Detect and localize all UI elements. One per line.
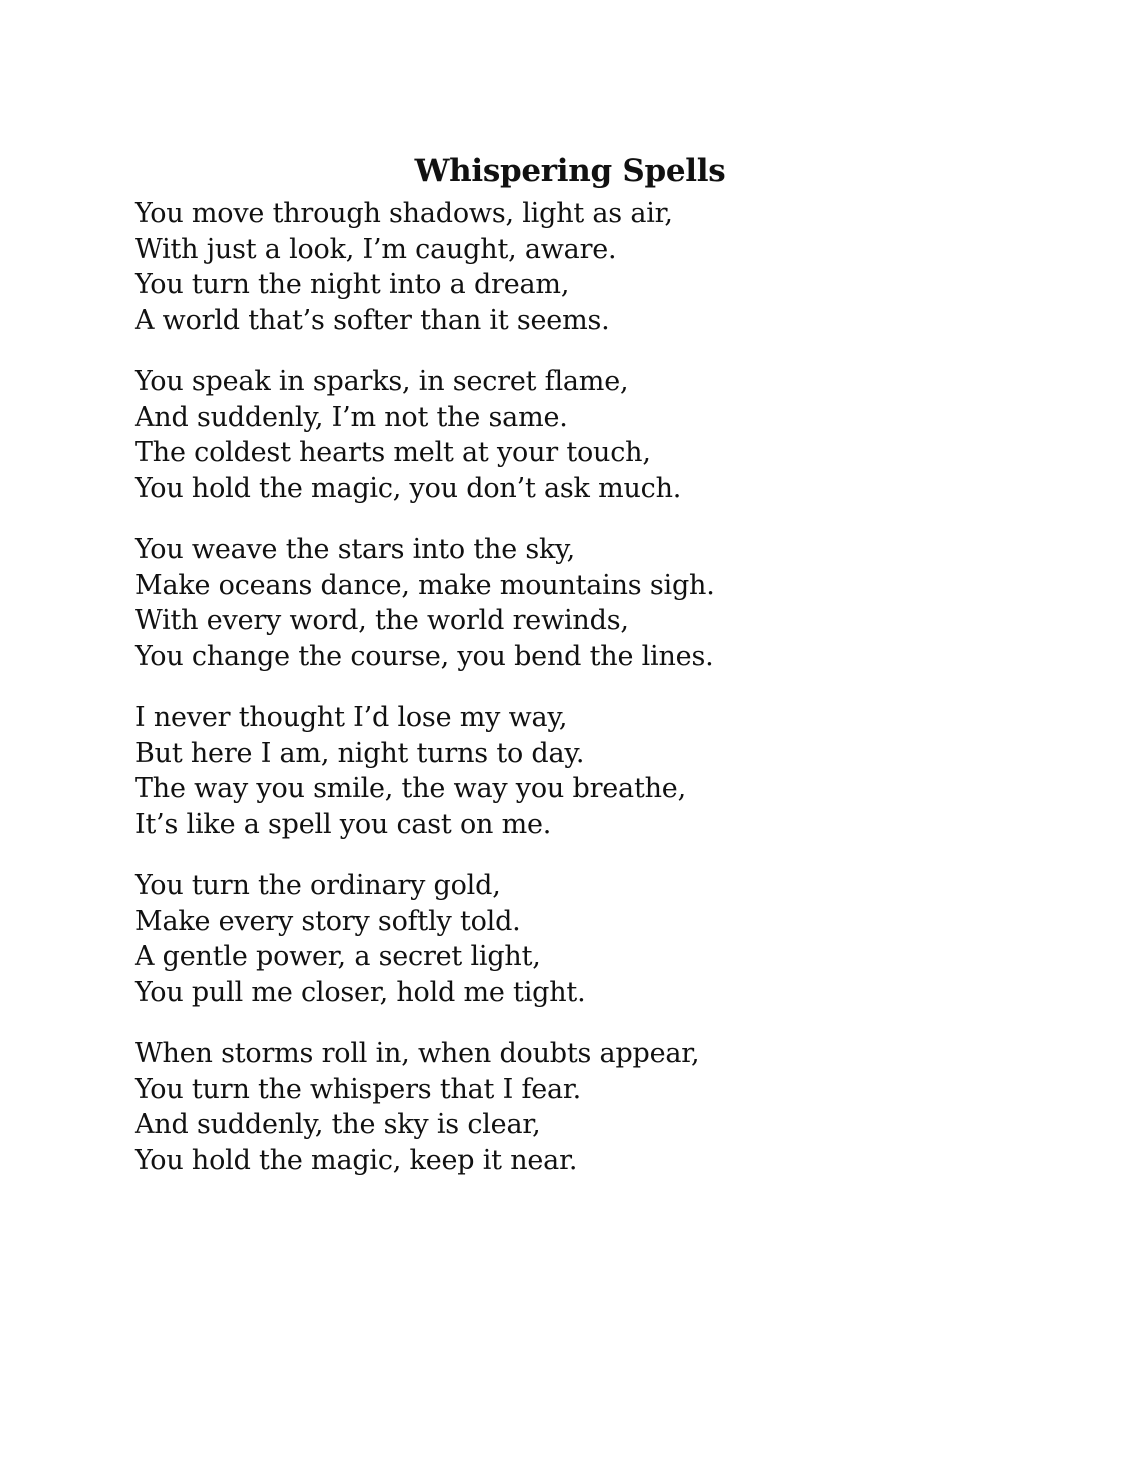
poem-line: Make oceans dance, make mountains sigh. [135, 569, 715, 601]
poem-line: You hold the magic, keep it near. [135, 1144, 578, 1176]
stanza-6 [135, 1036, 1035, 1178]
poem-line: And suddenly, I’m not the same. [135, 401, 568, 433]
stanza-3 [135, 532, 1035, 674]
poem-title: Whispering Spells [414, 152, 726, 189]
poem-line: It’s like a spell you cast on me. [135, 808, 552, 840]
poem-line: You move through shadows, light as air, [135, 198, 673, 229]
poem-line: The way you smile, the way you breathe, [135, 773, 686, 804]
poem-line: With just a look, I’m caught, aware. [135, 233, 617, 265]
poem-line: You turn the night into a dream, [135, 269, 570, 300]
poem-line: You speak in sparks, in secret flame, [135, 366, 629, 397]
poem-line: You turn the ordinary gold, [135, 870, 501, 901]
poem-line: And suddenly, the sky is clear, [135, 1109, 541, 1140]
poem-line: When storms roll in, when doubts appear, [135, 1038, 700, 1069]
poem-line: You change the course, you bend the lines. [135, 640, 714, 672]
stanza-5 [135, 868, 1035, 1010]
poem-line: You pull me closer, hold me tight. [135, 976, 586, 1008]
poem-line: With every word, the world rewinds, [135, 605, 629, 636]
poem-line: A gentle power, a secret light, [135, 941, 541, 972]
poem-line: But here I am, night turns to day. [135, 737, 585, 769]
stanza-4 [135, 700, 1035, 842]
poem-line: You hold the magic, you don’t ask much. [135, 472, 682, 504]
stanza-1 [135, 196, 1035, 338]
poem-body [135, 196, 1035, 1204]
poem-line: The coldest hearts melt at your touch, [135, 437, 651, 468]
stanza-2 [135, 364, 1035, 506]
poem-line: You turn the whispers that I fear. [135, 1073, 582, 1105]
poem-line: You weave the stars into the sky, [135, 534, 576, 565]
poem-line: Make every story softly told. [135, 905, 521, 937]
poem-line: I never thought I’d lose my way, [135, 702, 568, 733]
poem-line: A world that’s softer than it seems. [135, 304, 610, 336]
